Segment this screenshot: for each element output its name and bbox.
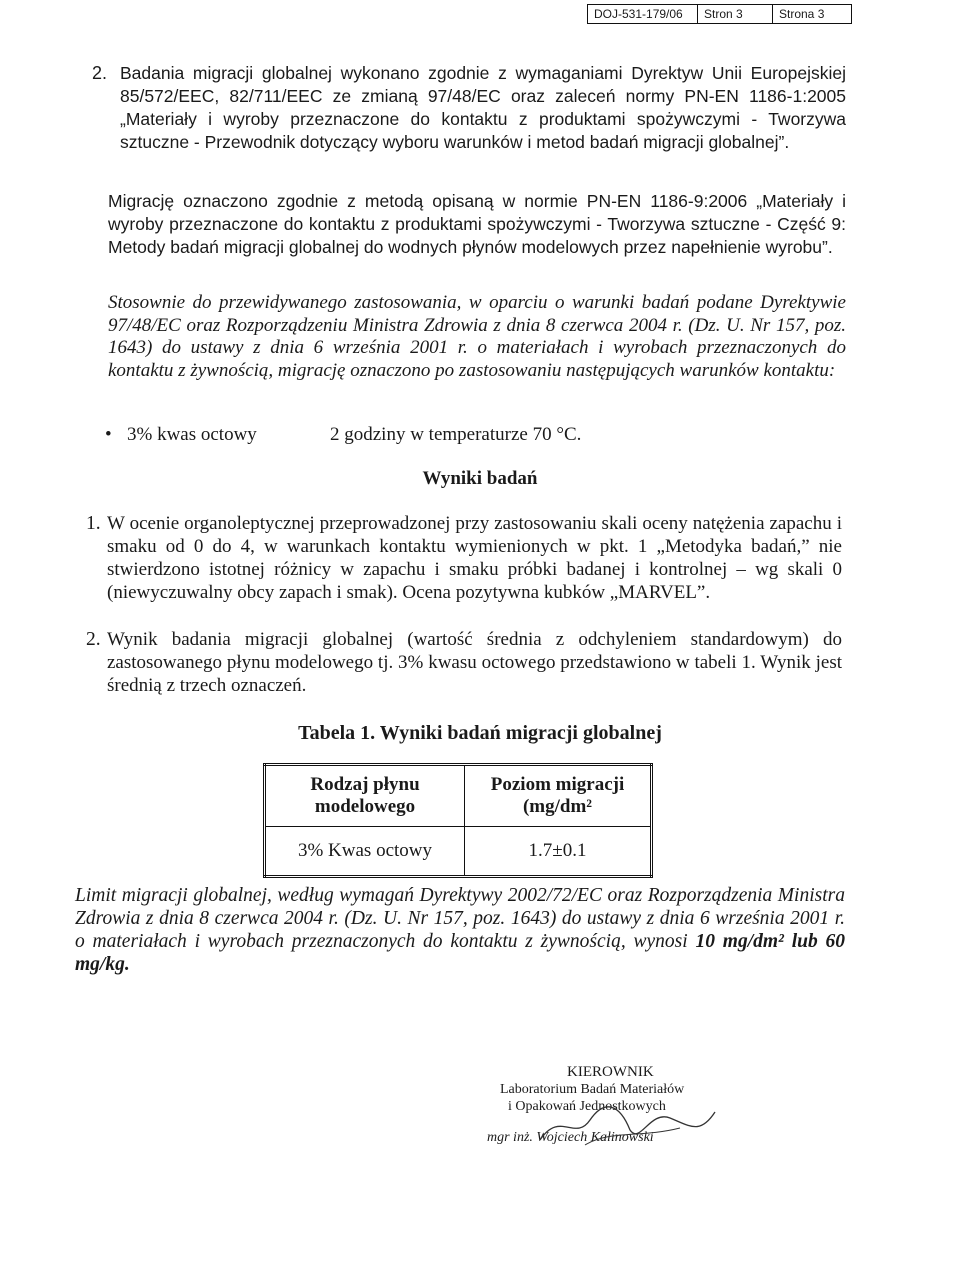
document-number: DOJ-531-179/06	[588, 5, 698, 23]
contact-conditions-paragraph: Stosownie do przewidywanego zastosowania, w oparciu o warunki badań podane Dyrektywie 97/48/EC oraz Rozporządzeniu Ministra Zdrowia z dnia 8 czerwca 2004 r. (Dz. U. Nr 157, poz. 1643) do ustawy z dnia 6 września 2001 r. o materiałach i wyrobach przeznaczonych do kontaktu z żywnością, migrację oznaczono po zastosowaniu następujących warunków kontaktu:	[108, 292, 846, 381]
signature-lab-line: Laboratorium Badań Materiałów	[500, 1082, 685, 1097]
global-migration-result: Wynik badania migracji globalnej (wartość średnia z odchyleniem standardowym) do zastosowanego płynu modelowego tj. 3% kwasu octowego przedstawiono w tabeli 1. Wynik jest średnią z trzech oznaczeń.	[107, 629, 842, 696]
bullet-icon: •	[105, 424, 112, 445]
results-heading: Wyniki badań	[422, 468, 538, 489]
section-number: 2.	[92, 63, 108, 83]
limit-description: Limit migracji globalnej, według wymagań Dyrektywy 2002/72/EC oraz Rozporządzenia Ministra Zdrowia z dnia 8 czerwca 2004 r. (Dz. U. Nr 157, poz. 1643) do ustawy z dnia 6 września 2001 r. o materiałach i wyrobach przeznaczonych do kontaktu z żywnością, wynosi	[75, 885, 845, 952]
result-item-number: 2.	[86, 629, 101, 650]
cell-level: 1.7±0.1	[465, 827, 652, 877]
contact-time-temperature: 2 godziny w temperaturze 70 °C.	[330, 424, 582, 445]
simulant-name: 3% kwas octowy	[127, 424, 257, 445]
methodology-paragraph: Badania migracji globalnej wykonano zgodnie z wymaganiami Dyrektyw Unii Europejskiej 85/572/EEC, 82/711/EEC ze zmianą 97/48/EC oraz zaleceń normy PN-EN 1186-1:2005 „Materiały i wyroby przeznaczone do kontaktu z produktami spożywczymi - Tworzywa sztuczne - Przewodnik dotyczący wyboru warunków i metod badań migracji globalnej”.	[120, 63, 846, 152]
signature-title: KIEROWNIK	[567, 1064, 654, 1080]
table-row	[265, 827, 652, 877]
limit-value: 10 mg/dm² lub 60 mg/kg.	[75, 931, 846, 975]
table-header-row	[265, 765, 652, 827]
signature-unit-line: i Opakowań Jednostkowych	[508, 1099, 666, 1114]
signature-name: mgr inż. Wojciech Kalinowski	[487, 1130, 654, 1145]
header-cell-fluid: Rodzaj płynu modelowego	[265, 765, 465, 827]
page-number: Strona 3	[779, 7, 825, 21]
cell-fluid: 3% Kwas octowy	[265, 827, 465, 877]
migration-limit-text	[75, 884, 845, 976]
result-item-number: 1.	[86, 513, 101, 534]
header-cell-level: Poziom migracji (mg/dm²	[465, 765, 652, 827]
organoleptic-result: W ocenie organoleptycznej przeprowadzonej przy zastosowaniu skali oceny natężenia zapachu i smaku od 0 do 4, w warunkach kontaktu wymienionych w pkt. 1 „Metodyka badań,” nie stwierdzono istotnej różnicy w zapachu i smaku próbki badanej i kontrolnej – wg skali 0 (niewyczuwalny obcy zapach i smak). Ocena pozytywna kubków „MARVEL”.	[107, 513, 842, 603]
migration-method-paragraph: Migrację oznaczono zgodnie z metodą opisaną w normie PN-EN 1186-9:2006 „Materiały i wyroby przeznaczone do kontaktu z produktami spożywczymi - Tworzywa sztuczne - Część 9: Metody badań migracji globalnej do wodnych płynów modelowych przez napełnienie wyrobu”.	[108, 191, 846, 257]
results-table	[263, 763, 653, 878]
table-caption: Tabela 1. Wyniki badań migracji globalnej	[298, 722, 662, 744]
page-header-box	[587, 4, 852, 24]
pages-total: Stron 3	[698, 5, 773, 23]
handwritten-signature	[530, 1100, 720, 1150]
